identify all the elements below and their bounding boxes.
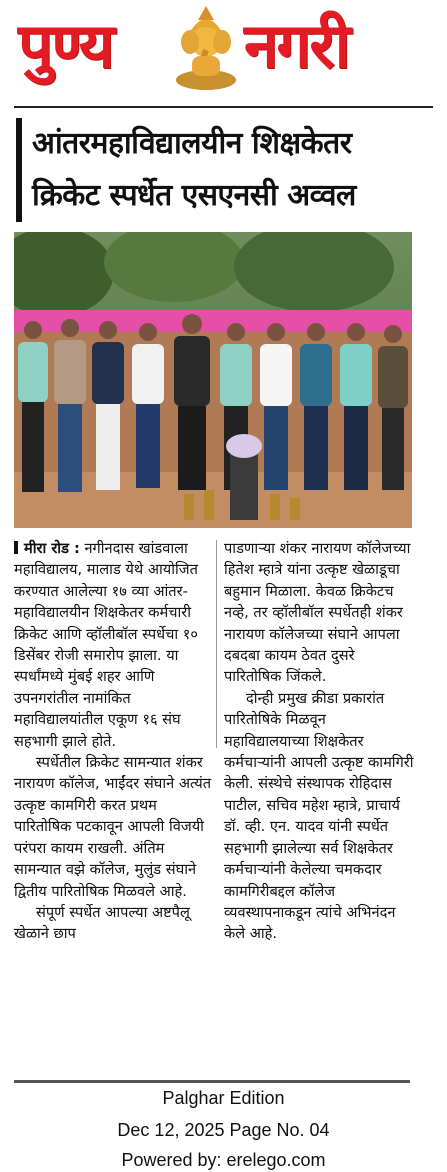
article-column-left bbox=[14, 538, 212, 945]
article-paragraph bbox=[14, 902, 212, 945]
ganesh-logo-icon bbox=[170, 2, 242, 94]
logo-text-right: नगरी bbox=[244, 9, 349, 82]
dateline-marker bbox=[14, 541, 18, 554]
paragraph-text: स्पर्धेतील क्रिकेट सामन्यात शंकर नारायण कॉलेज, भाईंदर संघाने अत्यंत उत्कृष्ट कामगिरी करत प्रथम पारितोषिक पटकावून आपली विजयी परंपरा कायम राखली. अंतिम सामन्यात वझे कॉलेज, मुलुंड संघाने द्वितीय पारितोषिक मिळवले आहे. bbox=[14, 754, 212, 900]
article-paragraph bbox=[224, 538, 414, 688]
headline-line-2: क्रिकेट स्पर्धेत एसएनसी अव्वल bbox=[32, 178, 356, 213]
article-paragraph bbox=[224, 688, 414, 945]
masthead bbox=[0, 0, 447, 100]
headline-bar bbox=[16, 118, 22, 222]
team-photo bbox=[14, 232, 412, 528]
article-body bbox=[14, 538, 414, 943]
headline-line-1: आंतरमहाविद्यालयीन शिक्षकेतर bbox=[32, 126, 352, 161]
paragraph-text: नगीनदास खांडवाला महाविद्यालय, मालाड येथे आयोजित करण्यात आलेल्या १७ व्या आंतर-महाविद्यालयीन शिक्षकेतर कर्मचारी क्रिकेट आणि व्हॉलीबॉल स्पर्धेचा १० डिसेंबर रोजी समारोप झाला. या स्पर्धांमध्ये मुंबई शहर आणि उपनगरांतील नामांकित महाविद्यालयांतील एकूण १६ संघ सहभागी झाले होते. bbox=[14, 540, 198, 750]
article-paragraph bbox=[14, 752, 212, 902]
date-page-label: Dec 12, 2025 Page No. 04 bbox=[117, 1120, 330, 1140]
article-column-right bbox=[224, 538, 414, 945]
powered-by-label: Powered by: erelego.com bbox=[121, 1150, 326, 1170]
paragraph-text: दोन्ही प्रमुख क्रीडा प्रकारांत पारितोषिके मिळवून महाविद्यालयाच्या शिक्षकेतर कर्मचाऱ्यांनी आपली उत्कृष्ट कामगिरी केली. संस्थेचे संस्थापक रोहिदास पाटील, सचिव महेश म्हात्रे, प्राचार्य डॉ. व्ही. एन. यादव यांनी स्पर्धेत सहभागी झालेल्या सर्व शिक्षकेतर कर्मचाऱ्यांनी केलेल्या चमकदार कामगिरीबद्दल कॉलेज व्यवस्थापनाकडून त्यांचे अभिनंदन केले आहे. bbox=[224, 689, 414, 943]
headline bbox=[16, 112, 436, 224]
paragraph-text: पाडणाऱ्या शंकर नारायण कॉलेजच्या हितेश म्हात्रे यांना उत्कृष्ट खेळाडूचा बहुमान मिळाला. केवळ क्रिकेटच नव्हे, तर व्हॉलीबॉल स्पर्धेतही शंकर नारायण कॉलेजच्या संघाने आपला दबदबा कायम ठेवत दुसरे पारितोषिक जिंकले. bbox=[224, 540, 411, 686]
column-divider bbox=[216, 540, 217, 748]
masthead-rule bbox=[14, 106, 433, 108]
footer-rule bbox=[14, 1080, 410, 1083]
dateline: मीरा रोड : bbox=[24, 540, 80, 557]
logo-text-left: पुण्य bbox=[18, 9, 113, 82]
article-paragraph bbox=[14, 538, 212, 752]
paragraph-text: संपूर्ण स्पर्धेत आपल्या अष्टपैलू खेळाने छाप bbox=[14, 903, 190, 943]
edition-label: Palghar Edition bbox=[162, 1088, 285, 1108]
